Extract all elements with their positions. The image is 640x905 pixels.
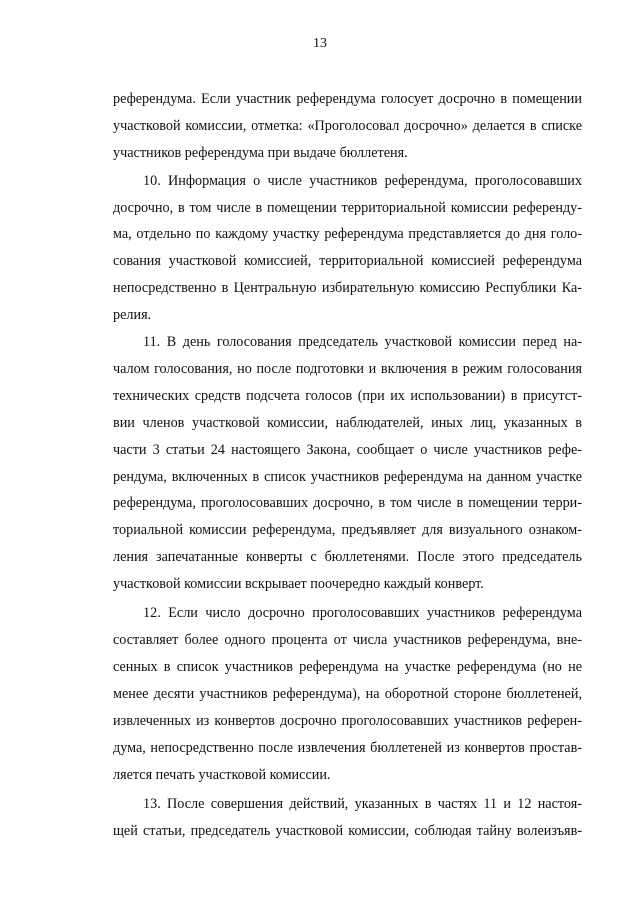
- paragraph-10-first-line: 10. Информация о числе участников референдума, проголосовавших: [143, 173, 582, 189]
- text-line: релия.: [113, 307, 152, 323]
- text-line: технических средств подсчета голосов (при их использовании) в присутст-: [113, 388, 582, 404]
- text-line: участковой комиссии вскрывает поочередно каждый конверт.: [113, 576, 484, 592]
- text-line: части 3 статьи 24 настоящего Закона, сообщает о числе участников рефе-: [113, 442, 582, 458]
- text-line: сенных в список участников референдума на участке референдума (но не: [113, 659, 582, 675]
- text-line: дума, непосредственно после извлечения бюллетеней из конвертов простав-: [113, 740, 582, 756]
- text-line: извлеченных из конвертов досрочно проголосовавших участников референ-: [113, 713, 582, 729]
- page-number: 13: [313, 36, 327, 51]
- text-line: участников референдума при выдаче бюллетеня.: [113, 145, 408, 161]
- text-line: референдума. Если участник референдума голосует досрочно в помещении: [113, 91, 582, 107]
- paragraph-12-first-line: 12. Если число досрочно проголосовавших участников референдума: [143, 605, 582, 621]
- text-line: менее десяти участников референдума), на оборотной стороне бюллетеней,: [113, 686, 582, 702]
- text-line: ляется печать участковой комиссии.: [113, 767, 331, 783]
- text-line: щей статьи, председатель участковой комиссии, соблюдая тайну волеизъяв-: [113, 823, 582, 839]
- text-line: досрочно, в том числе в помещении территориальной комиссии референду-: [113, 200, 582, 216]
- paragraph-11-first-line: 11. В день голосования председатель участковой комиссии перед на-: [143, 334, 582, 350]
- text-line: непосредственно в Центральную избирательную комиссию Республики Ка-: [113, 280, 582, 296]
- text-line: сования участковой комиссией, территориальной комиссией референдума: [113, 253, 582, 269]
- text-line: составляет более одного процента от числа участников референдума, вне-: [113, 632, 582, 648]
- text-line: ления запечатанные конверты с бюллетенями. После этого председатель: [113, 549, 582, 565]
- text-line: рендума, включенных в список участников референдума на данном участке: [113, 469, 582, 485]
- text-line: вии членов участковой комиссии, наблюдателей, иных лиц, указанных в: [113, 415, 582, 431]
- text-line: референдума, проголосовавших досрочно, в том числе в помещении терри-: [113, 495, 582, 511]
- text-line: ма, отдельно по каждому участку референдума представляется до дня голо-: [113, 226, 582, 242]
- text-line: ториальной комиссии референдума, предъявляет для визуального ознаком-: [113, 522, 582, 538]
- text-line: участковой комиссии, отметка: «Проголосовал досрочно» делается в списке: [113, 118, 582, 134]
- text-line: чалом голосования, но после подготовки и включения в режим голосования: [113, 361, 582, 377]
- paragraph-13-first-line: 13. После совершения действий, указанных в частях 11 и 12 настоя-: [143, 796, 582, 812]
